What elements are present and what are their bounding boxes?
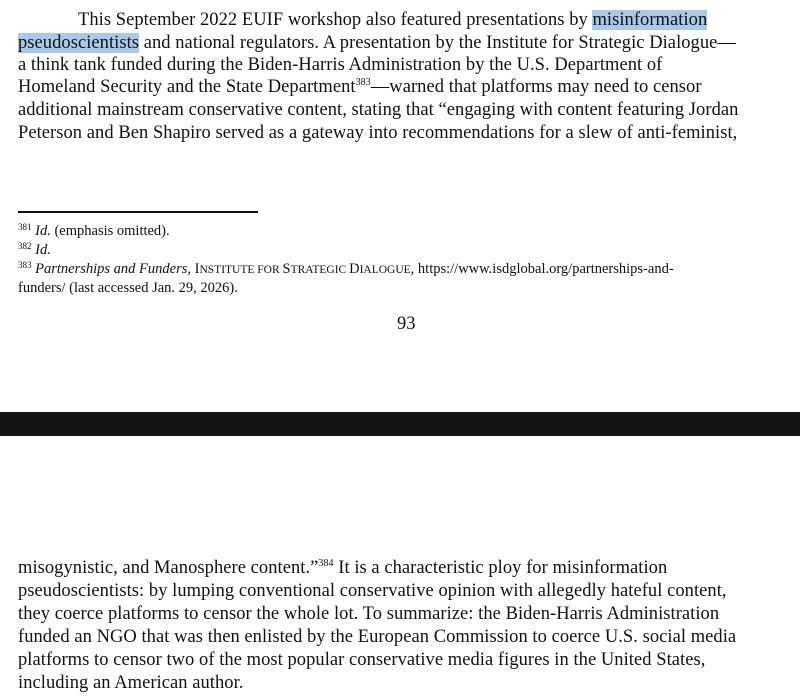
paragraph-line-1: misogynistic, and Manosphere content.”$^{384}$ It is a characteristic ploy for misinformation bbox=[18, 558, 668, 578]
footnote-ref-383[interactable]: 383 bbox=[355, 77, 371, 88]
paragraph-line-3: a think tank funded during the Biden-Harris Administration by the U.S. Department of bbox=[18, 55, 663, 75]
paragraph-line-5: additional mainstream conservative content, stating that “engaging with content featuring Jordan bbox=[18, 100, 739, 120]
footnote-382: $^{382}$ Id. bbox=[18, 241, 51, 258]
paragraph-line-4: funded an NGO that was then enlisted by the European Commission to coerce U.S. social media bbox=[18, 627, 737, 647]
paragraph-line-1: This September 2022 EUIF workshop also featured presentations by misinformation bbox=[78, 10, 708, 30]
footnote-separator bbox=[18, 211, 258, 213]
footnote-381: $^{381}$ Id. (emphasis omitted). bbox=[18, 222, 170, 239]
footnote-url[interactable]: , https://www.isdglobal.org/partnerships-and- bbox=[410, 261, 674, 277]
footnote-383: $^{383}$ Partnerships and Funders, INSTITUTE FOR STRATEGIC DIALOGUE, https://www.isdglobal.org/partnerships-and- bbox=[18, 260, 674, 277]
paragraph-line-6: including an American author. bbox=[18, 673, 244, 693]
selected-text-misinformation[interactable]: misinformation bbox=[592, 10, 708, 30]
page-separator bbox=[0, 412, 800, 436]
document-page-bottom bbox=[0, 436, 800, 700]
paragraph-line-2: pseudoscientists: by lumping conventional conservative opinion with allegedly hateful content, bbox=[18, 581, 727, 601]
paragraph-line-4: Homeland Security and the State Department$^{383}$—warned that platforms may need to censor bbox=[18, 77, 702, 97]
footnote-ref-384[interactable]: 384 bbox=[318, 558, 334, 569]
paragraph-line-3: they coerce platforms to censor the whole lot. To summarize: the Biden-Harris Administration bbox=[18, 604, 720, 624]
paragraph-line-6: Peterson and Ben Shapiro served as a gateway into recommendations for a slew of anti-feminist, bbox=[18, 123, 738, 143]
page-number: 93 bbox=[397, 314, 416, 334]
selected-text-pseudoscientists[interactable]: pseudoscientists bbox=[18, 33, 140, 53]
paragraph-line-2: pseudoscientists and national regulators. A presentation by the Institute for Strategic Dialogue— bbox=[18, 33, 736, 53]
footnote-383-continued: funders/ (last accessed Jan. 29, 2026). bbox=[18, 280, 238, 296]
paragraph-line-5: platforms to censor two of the most popular conservative media figures in the United States, bbox=[18, 650, 706, 670]
